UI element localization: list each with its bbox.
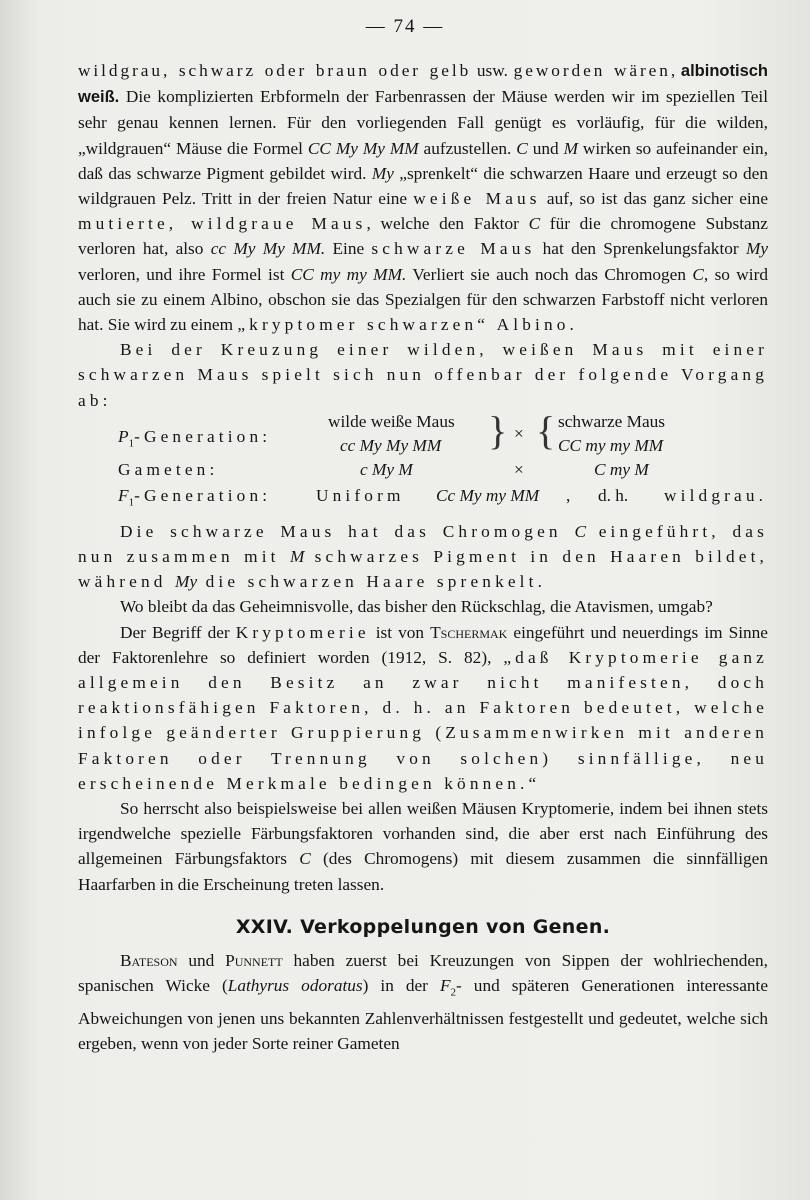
f1-generation-label: $F_1$-Generation:	[118, 485, 272, 509]
bold-albinotisch: albinotisch weiß.	[78, 62, 769, 107]
f1-dh: d. h.	[598, 485, 629, 505]
paragraph-bateson-punnett: Bateson und Punnett haben zuerst bei Kreuzungen von Sippen der wohlriechenden, spanischen Wicke (Lathyrus odoratus) in der $F_2-$ und späteren Generationen interessante Abweichungen von jenen uns bekannten Zahlenverhältnissen festgestellt und gedeutet, welche sich ergeben, wenn von jeder Sorte reiner Gameten	[78, 951, 769, 1054]
paragraph-crossing-intro: Bei der Kreuzung einer wilden, weißen Maus mit einer schwarzen Maus spielt sich nun offenbar der folgende Vorgang ab:	[78, 340, 768, 410]
brace-left: {	[536, 407, 556, 453]
cross-symbol: ×	[514, 423, 524, 443]
parent-right-name: schwarze Maus	[558, 411, 666, 431]
parent-left-formula: cc My My MM	[340, 435, 442, 455]
paragraph-atavism: Wo bleibt da das Geheimnisvolle, das bisher den Rückschlag, die Atavismen, umgab?	[120, 597, 713, 617]
page-body	[78, 58, 768, 1056]
paragraph-chromogen: Die schwarze Maus hat das Chromogen C eingeführt, das nun zusammen mit M schwarzes Pigment in den Haaren bildet, während My die schwarzen Haare sprenkelt.	[78, 521, 768, 592]
paragraph-mouse-formulas: wildgrau, schwarz oder braun oder gelb usw. geworden wären, albinotisch weiß. Die komplizierten Erbformeln der Farbenrassen der Mäuse werden wir im speziellen Teil sehr genau kennen lernen. Für den vorliegenden Fall genügt es vorläufig, für die wilden, „wildgrauen“ Mäuse die Formel CC My My MM aufzustellen. C und M wirken so aufeinander ein, daß das schwarze Pigment gebildet wird. My „sprenkelt“ die schwarzen Haare und erzeugt so den wildgrauen Pelz. Tritt in der freien Natur eine weiße Maus auf, so ist das ganz sicher eine mutierte, wildgraue Maus, welche den Faktor C für die chromogene Substanz verloren hat, also cc My My MM. Eine schwarze Maus hat den Sprenkelungsfaktor My verloren, und ihre Formel ist CC my my MM. Verliert sie auch noch das Chromogen C, so wird auch sie zu einem Albino, obschon sie das Spezialgen für den schwarzen Farbstoff nicht verloren hat. Sie wird zu einem „kryptomer schwarzen“ Albino.	[78, 61, 769, 335]
section-heading: XXIV. Verkoppelungen von Genen.	[235, 915, 611, 938]
page-number: — 74 —	[365, 16, 445, 37]
brace-right: }	[488, 407, 508, 453]
parent-right-formula: CC my my MM	[558, 435, 664, 455]
gamete-cross-symbol: ×	[514, 459, 524, 479]
f1-comma: ,	[566, 485, 571, 505]
f1-uniform: Uniform	[316, 485, 405, 505]
p1-generation-label: $P_1$-Generation:	[118, 426, 272, 450]
gamete-right: C my M	[594, 459, 649, 479]
parent-left-name: wilde weiße Maus	[328, 411, 455, 431]
f1-formula: Cc My my MM	[436, 485, 540, 505]
gamete-left: c My M	[360, 459, 413, 479]
crossing-scheme	[78, 407, 768, 519]
f1-wildgrau: wildgrau.	[664, 485, 768, 505]
paragraph-white-mice: So herrscht also beispielsweise bei allen weißen Mäusen Kryptomerie, indem bei ihnen stets irgendwelche spezielle Färbungsfaktoren vorhanden sind, die aber erst nach Einführung des allgemeinen Färbungsfaktors C (des Chromogens) mit diesem zusammen die sinnfälligen Haarfarben in die Erscheinung treten lassen.	[78, 799, 768, 894]
gameten-label: Gameten:	[118, 459, 219, 479]
paragraph-kryptomerie: Der Begriff der Kryptomerie ist von Tschermak eingeführt und neuerdings im Sinne der Faktorenlehre so definiert worden (1912, S. 82), „daß Kryptomerie ganz allgemein den Besitz an zwar nicht manifesten, doch reaktionsfähigen Faktoren, d. h. an Faktoren bedeutet, welche infolge geänderter Gruppierung (Zusammenwirken mit anderen Faktoren oder Trennung von solchen) sinnfällige, neu erscheinende Merkmale bedingen können.“	[78, 622, 769, 793]
